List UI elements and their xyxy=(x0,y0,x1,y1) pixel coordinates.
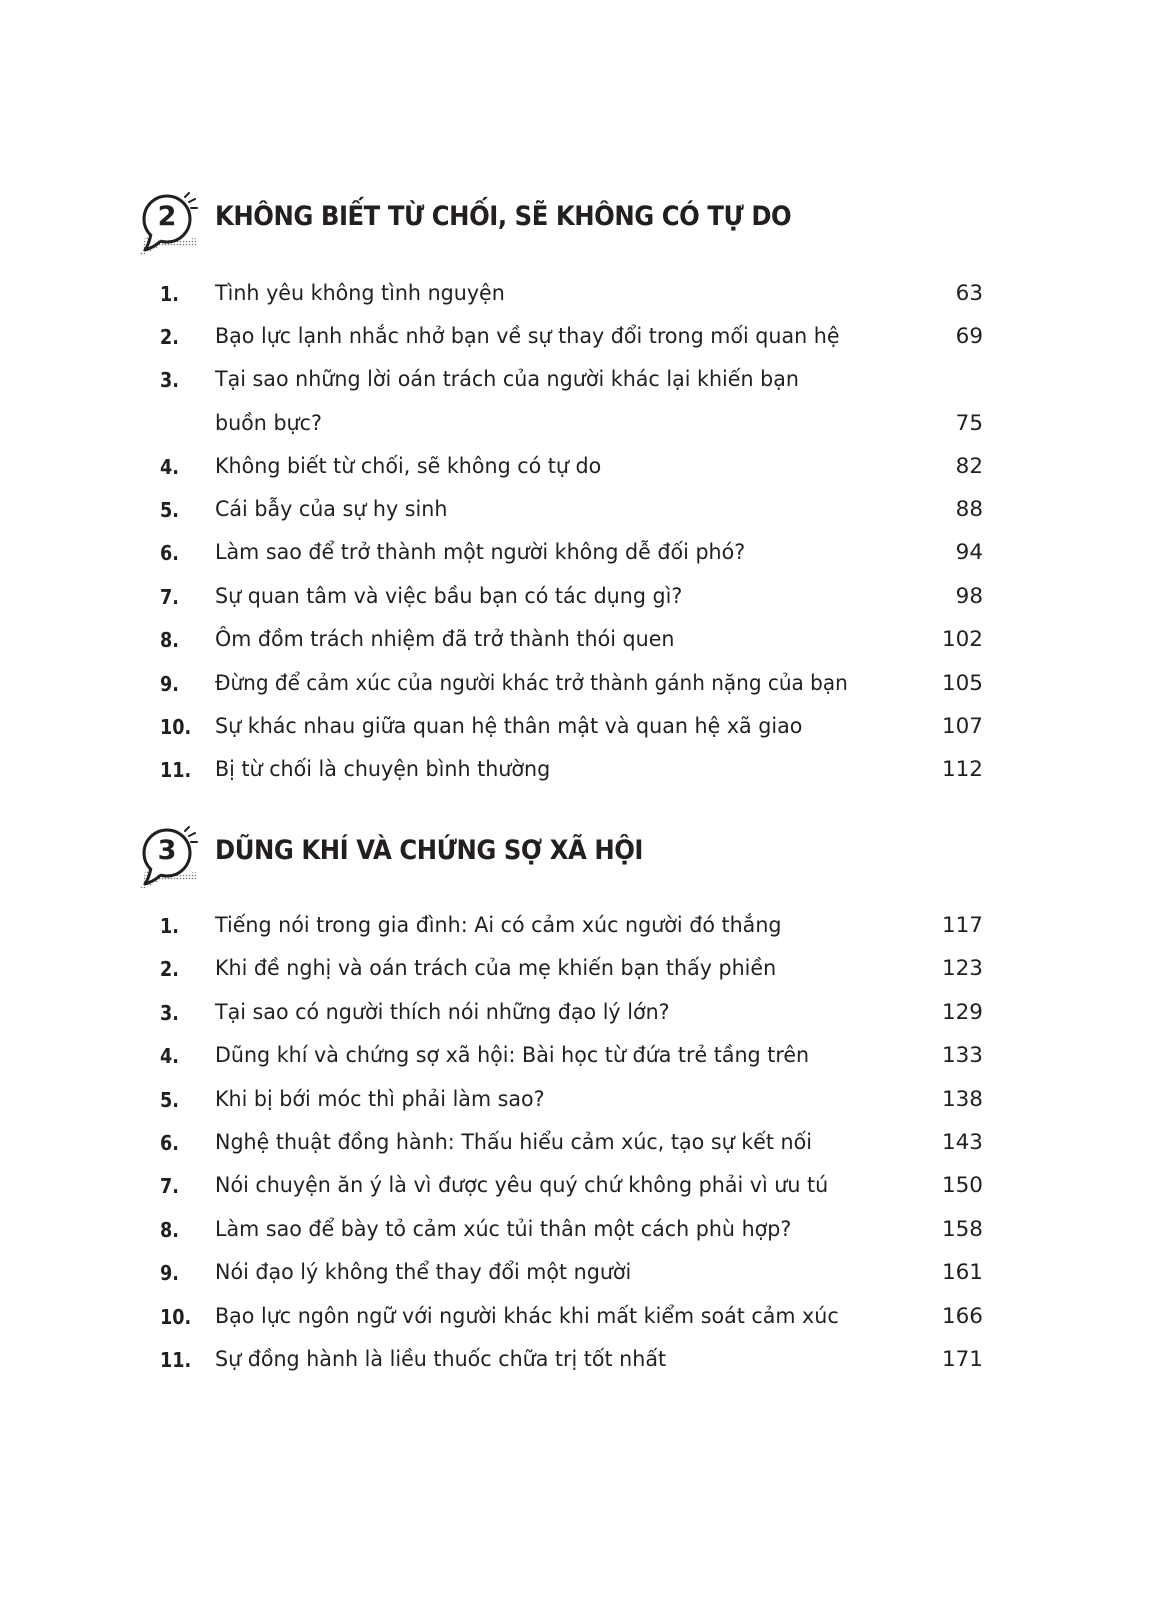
toc-entry[interactable] xyxy=(0,1127,1166,1171)
entry-page: 138 xyxy=(941,1087,983,1112)
entry-title: Nói chuyện ăn ý là vì được yêu quý chứ không phải vì ưu tú xyxy=(215,1173,829,1198)
entry-number: 7. xyxy=(160,1174,179,1198)
toc-entry[interactable] xyxy=(0,451,1166,495)
entry-number: 9. xyxy=(160,1261,179,1285)
section-header xyxy=(137,192,1037,262)
toc-entry[interactable] xyxy=(0,754,1166,798)
toc-entry[interactable] xyxy=(0,711,1166,755)
entry-title: Dũng khí và chứng sợ xã hội: Bài học từ đứa trẻ tầng trên xyxy=(215,1043,810,1068)
entry-number: 3. xyxy=(160,368,179,392)
entry-page: 63 xyxy=(955,281,983,306)
entry-page: 123 xyxy=(941,956,983,981)
entry-title: Nói đạo lý không thể thay đổi một người xyxy=(215,1260,632,1285)
entry-number: 5. xyxy=(160,1088,179,1112)
toc-entry[interactable] xyxy=(0,1170,1166,1214)
toc-entry[interactable] xyxy=(0,953,1166,997)
entry-number: 6. xyxy=(160,1131,179,1155)
entry-page: 75 xyxy=(955,411,983,436)
entry-number: 1. xyxy=(160,282,179,306)
toc-entry[interactable] xyxy=(0,278,1166,322)
entry-number: 10. xyxy=(160,715,192,739)
entry-number: 9. xyxy=(160,672,179,696)
entry-number: 5. xyxy=(160,498,179,522)
entry-page: 107 xyxy=(941,714,983,739)
entry-number: 7. xyxy=(160,585,179,609)
entry-number: 4. xyxy=(160,1044,179,1068)
entry-page: 143 xyxy=(941,1130,983,1155)
entry-page: 117 xyxy=(941,913,983,938)
section-header xyxy=(137,826,1037,896)
entry-page: 94 xyxy=(955,540,983,565)
entry-title: Sự khác nhau giữa quan hệ thân mật và quan hệ xã giao xyxy=(215,714,803,739)
toc-entry[interactable] xyxy=(0,1214,1166,1258)
entry-number: 4. xyxy=(160,455,179,479)
toc-entry[interactable] xyxy=(0,910,1166,954)
entry-title: Tại sao những lời oán trách của người khác lại khiến bạn xyxy=(215,367,799,392)
entry-page: 69 xyxy=(955,324,983,349)
entry-page: 112 xyxy=(941,757,983,782)
section-number: 3 xyxy=(157,835,177,866)
speech-bubble-icon xyxy=(137,826,205,892)
entry-page: 161 xyxy=(941,1260,983,1285)
entry-number: 11. xyxy=(160,758,192,782)
entry-page: 171 xyxy=(941,1347,983,1372)
entry-page: 150 xyxy=(941,1173,983,1198)
section-title: KHÔNG BIẾT TỪ CHỐI, SẼ KHÔNG CÓ TỰ DO xyxy=(215,201,792,232)
entry-page: 102 xyxy=(941,627,983,652)
toc-entry[interactable] xyxy=(0,1301,1166,1345)
toc-entry[interactable] xyxy=(0,997,1166,1041)
entry-page: 88 xyxy=(955,497,983,522)
entry-title: Bạo lực lạnh nhắc nhở bạn về sự thay đổi trong mối quan hệ xyxy=(215,324,840,349)
entry-title: Tại sao có người thích nói những đạo lý lớn? xyxy=(215,1000,670,1025)
toc-entry[interactable] xyxy=(0,1084,1166,1128)
entry-number: 11. xyxy=(160,1348,192,1372)
entry-title: Làm sao để trở thành một người không dễ đối phó? xyxy=(215,540,746,565)
entry-title: Khi đề nghị và oán trách của mẹ khiến bạn thấy phiền xyxy=(215,956,777,981)
entry-title: Tình yêu không tình nguyện xyxy=(215,281,505,306)
toc-entry[interactable] xyxy=(0,1257,1166,1301)
toc-entry[interactable] xyxy=(0,321,1166,365)
toc-entry[interactable] xyxy=(0,624,1166,668)
entry-page: 166 xyxy=(941,1304,983,1329)
entry-title: Khi bị bới móc thì phải làm sao? xyxy=(215,1087,545,1112)
entry-number: 2. xyxy=(160,325,179,349)
toc-entry[interactable] xyxy=(0,581,1166,625)
entry-number: 8. xyxy=(160,1218,179,1242)
section-title: DŨNG KHÍ VÀ CHỨNG SỢ XÃ HỘI xyxy=(215,835,644,866)
entry-title: Bị từ chối là chuyện bình thường xyxy=(215,757,551,782)
entry-title: Tiếng nói trong gia đình: Ai có cảm xúc người đó thắng xyxy=(215,913,782,938)
speech-bubble-icon xyxy=(137,192,205,258)
entry-number: 8. xyxy=(160,628,179,652)
entry-page: 82 xyxy=(955,454,983,479)
entry-number: 6. xyxy=(160,541,179,565)
entry-page: 133 xyxy=(941,1043,983,1068)
section-number: 2 xyxy=(157,201,177,232)
entry-title: Không biết từ chối, sẽ không có tự do xyxy=(215,454,602,479)
entry-page: 158 xyxy=(941,1217,983,1242)
entry-number: 10. xyxy=(160,1305,192,1329)
entry-page: 129 xyxy=(941,1000,983,1025)
toc-entry[interactable] xyxy=(0,668,1166,712)
entry-page: 105 xyxy=(941,671,983,696)
entry-number: 2. xyxy=(160,957,179,981)
entry-number: 1. xyxy=(160,914,179,938)
toc-entry[interactable] xyxy=(0,537,1166,581)
entry-title: Bạo lực ngôn ngữ với người khác khi mất kiểm soát cảm xúc xyxy=(215,1304,839,1329)
entry-title: Sự quan tâm và việc bầu bạn có tác dụng gì? xyxy=(215,584,683,609)
toc-entry[interactable] xyxy=(0,1344,1166,1388)
entry-title: Làm sao để bày tỏ cảm xúc tủi thân một cách phù hợp? xyxy=(215,1217,792,1242)
toc-entry[interactable] xyxy=(0,1040,1166,1084)
entry-title: Cái bẫy của sự hy sinh xyxy=(215,497,448,522)
entry-number: 3. xyxy=(160,1001,179,1025)
entry-title: Ôm đồm trách nhiệm đã trở thành thói quen xyxy=(215,627,675,652)
toc-entry[interactable] xyxy=(0,364,1166,452)
toc-entry[interactable] xyxy=(0,494,1166,538)
entry-title-continuation: buồn bực? xyxy=(215,411,322,436)
entry-title: Đừng để cảm xúc của người khác trở thành gánh nặng của bạn xyxy=(215,671,848,696)
entry-title: Sự đồng hành là liều thuốc chữa trị tốt nhất xyxy=(215,1347,667,1372)
entry-page: 98 xyxy=(955,584,983,609)
entry-title: Nghệ thuật đồng hành: Thấu hiểu cảm xúc, tạo sự kết nối xyxy=(215,1130,812,1155)
